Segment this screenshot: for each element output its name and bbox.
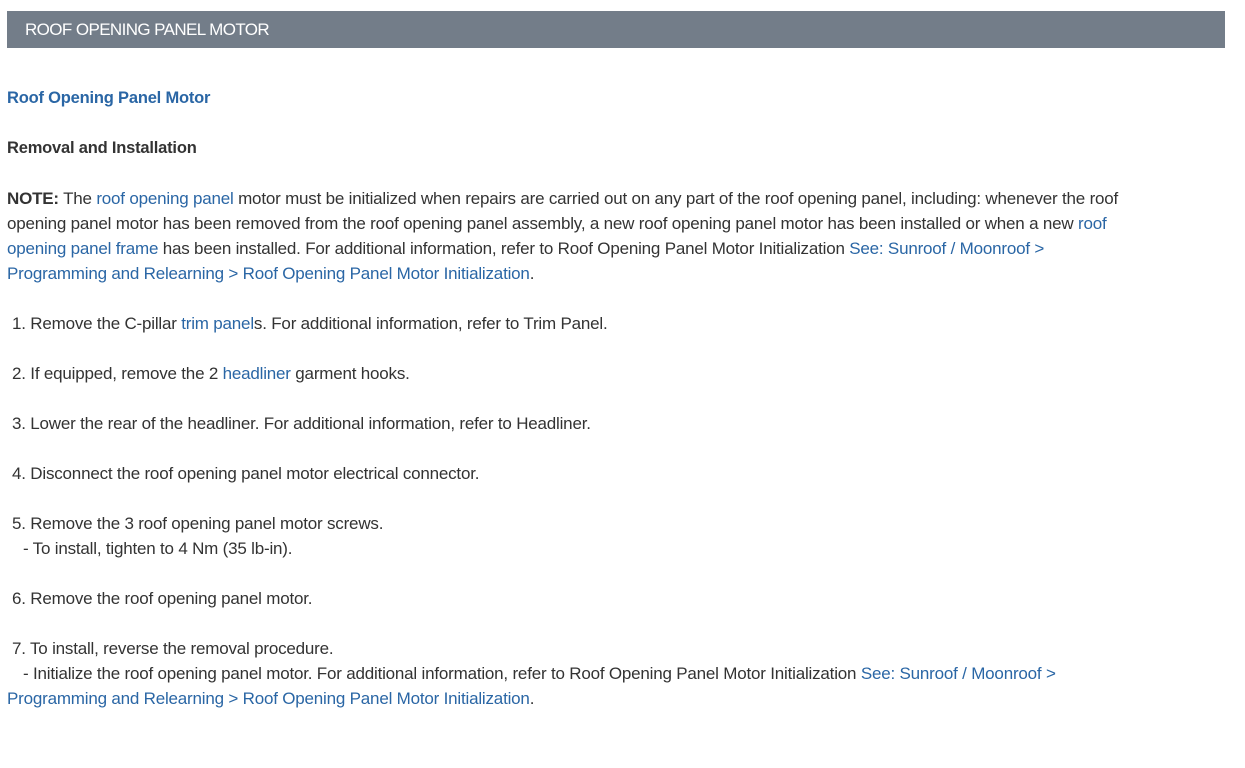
document-content (7, 86, 1219, 711)
step-text: 1. Remove the C-pillar (12, 314, 182, 333)
procedure-subtitle: Removal and Installation (7, 139, 197, 157)
step-text: 2. If equipped, remove the 2 (12, 364, 223, 383)
note-label: NOTE: (7, 189, 59, 208)
see-initialization-link[interactable]: Programming and Relearning > Roof Opening Panel Motor Initialization (7, 689, 530, 708)
step-text: garment hooks. (290, 364, 410, 383)
note-text: The (58, 189, 97, 208)
see-initialization-link[interactable]: See: Sunroof / Moonroof > (860, 664, 1056, 683)
roof-opening-panel-frame-link[interactable]: opening panel frame (7, 239, 159, 258)
step-6: 6. Remove the roof opening panel motor. (12, 589, 313, 608)
note-paragraph (7, 186, 1219, 286)
step-5-substep: - To install, tighten to 4 Nm (35 lb-in). (23, 539, 293, 558)
step-3: 3. Lower the rear of the headliner. For additional information, refer to Headliner. (12, 414, 591, 433)
step-7-substep (7, 661, 1219, 711)
step-text: - Initialize the roof opening panel motor. For additional information, refer to Roof Opening Panel Motor Initialization (23, 664, 861, 683)
step-4: 4. Disconnect the roof opening panel motor electrical connector. (12, 464, 480, 483)
roof-opening-panel-link[interactable]: roof opening panel (96, 189, 234, 208)
see-initialization-link[interactable]: See: Sunroof / Moonroof > (849, 239, 1045, 258)
see-initialization-link[interactable]: Programming and Relearning > Roof Opening Panel Motor Initialization (7, 264, 530, 283)
note-text: opening panel motor has been removed from the roof opening panel assembly, a new roof opening panel motor has been installed or when a new (7, 214, 1078, 233)
trim-panel-link[interactable]: trim panel (181, 314, 254, 333)
step-5: 5. Remove the 3 roof opening panel motor screws. (12, 514, 384, 533)
step-1 (7, 311, 1219, 336)
page-header-bar (7, 11, 1225, 48)
page-title: ROOF OPENING PANEL MOTOR (25, 20, 270, 39)
headliner-link[interactable]: headliner (222, 364, 291, 383)
note-text: motor must be initialized when repairs are carried out on any part of the roof opening panel, including: whenever the roof (233, 189, 1119, 208)
step-text: s. For additional information, refer to Trim Panel. (253, 314, 608, 333)
roof-opening-panel-frame-link[interactable]: roof (1077, 214, 1107, 233)
section-title-link[interactable]: Roof Opening Panel Motor (7, 89, 211, 107)
step-7: 7. To install, reverse the removal procedure. (12, 639, 334, 658)
step-text: . (529, 689, 535, 708)
note-text: . (529, 264, 535, 283)
step-2 (7, 361, 1219, 386)
note-text: has been installed. For additional information, refer to Roof Opening Panel Motor Initialization (158, 239, 850, 258)
